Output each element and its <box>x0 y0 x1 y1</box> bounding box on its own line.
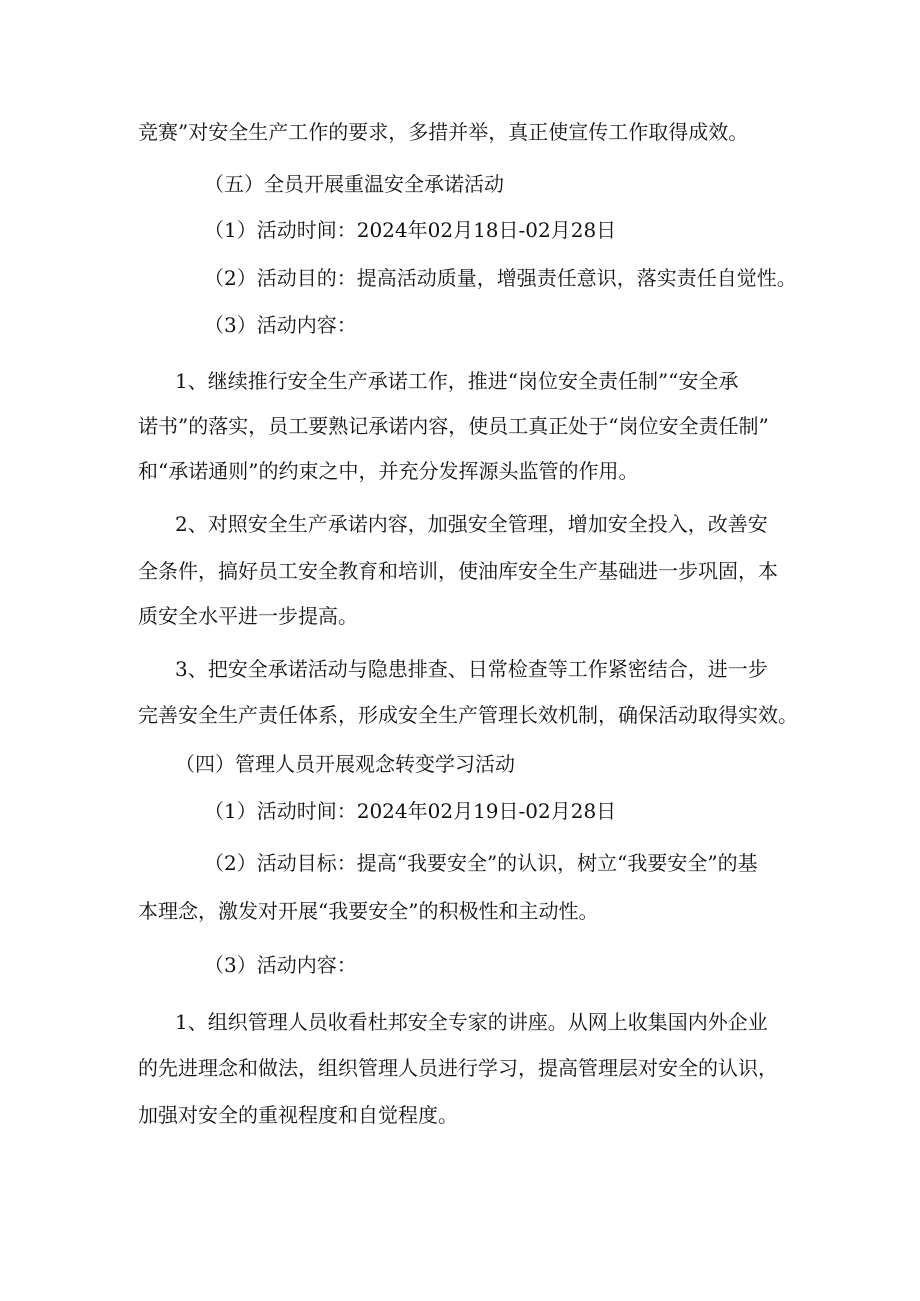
paragraph-line: 本理念，激发对开展“我要安全”的积极性和主动性。 <box>138 899 599 923</box>
activity-content-label: （3）活动内容： <box>204 953 357 977</box>
activity-time-line: （1）活动时间：2024年02月18日-02月28日 <box>204 218 617 242</box>
paragraph-line: 加强对安全的重视程度和自觉程度。 <box>138 1103 458 1127</box>
paragraph-line: 的先进理念和做法，组织管理人员进行学习，提高管理层对安全的认识， <box>138 1056 778 1080</box>
activity-content-label: （3）活动内容： <box>204 313 357 337</box>
activity-purpose-line: （2）活动目的：提高活动质量，增强责任意识，落实责任自觉性。 <box>204 266 797 290</box>
paragraph-line: 2、对照安全生产承诺内容，加强安全管理，增加安全投入，改善安 <box>175 512 768 536</box>
paragraph-line: 完善安全生产责任体系，形成安全生产管理长效机制，确保活动取得实效。 <box>138 703 798 727</box>
activity-goal-line: （2）活动目标：提高“我要安全”的认识，树立“我要安全”的基 <box>204 851 758 875</box>
paragraph-line: 竞赛”对安全生产工作的要求，多措并举，真正使宣传工作取得成效。 <box>138 120 749 144</box>
paragraph-line: 1、继续推行安全生产承诺工作，推进“岗位安全责任制”“安全承 <box>175 369 739 393</box>
section-heading-four: （四）管理人员开展观念转变学习活动 <box>175 752 515 776</box>
paragraph-line: 诺书”的落实，员工要熟记承诺内容，使员工真正处于“岗位安全责任制” <box>138 414 769 438</box>
section-heading-five: （五）全员开展重温安全承诺活动 <box>204 172 504 196</box>
paragraph-line: 和“承诺通则”的约束之中，并充分发挥源头监管的作用。 <box>138 459 639 483</box>
activity-time-line: （1）活动时间：2024年02月19日-02月28日 <box>204 799 617 823</box>
paragraph-line: 质安全水平进一步提高。 <box>138 604 358 628</box>
paragraph-line: 1、组织管理人员收看杜邦安全专家的讲座。从网上收集国内外企业 <box>175 1010 768 1034</box>
paragraph-line: 全条件，搞好员工安全教育和培训，使油库安全生产基础进一步巩固，本 <box>138 559 778 583</box>
paragraph-line: 3、把安全承诺活动与隐患排查、日常检查等工作紧密结合，进一步 <box>175 657 768 681</box>
